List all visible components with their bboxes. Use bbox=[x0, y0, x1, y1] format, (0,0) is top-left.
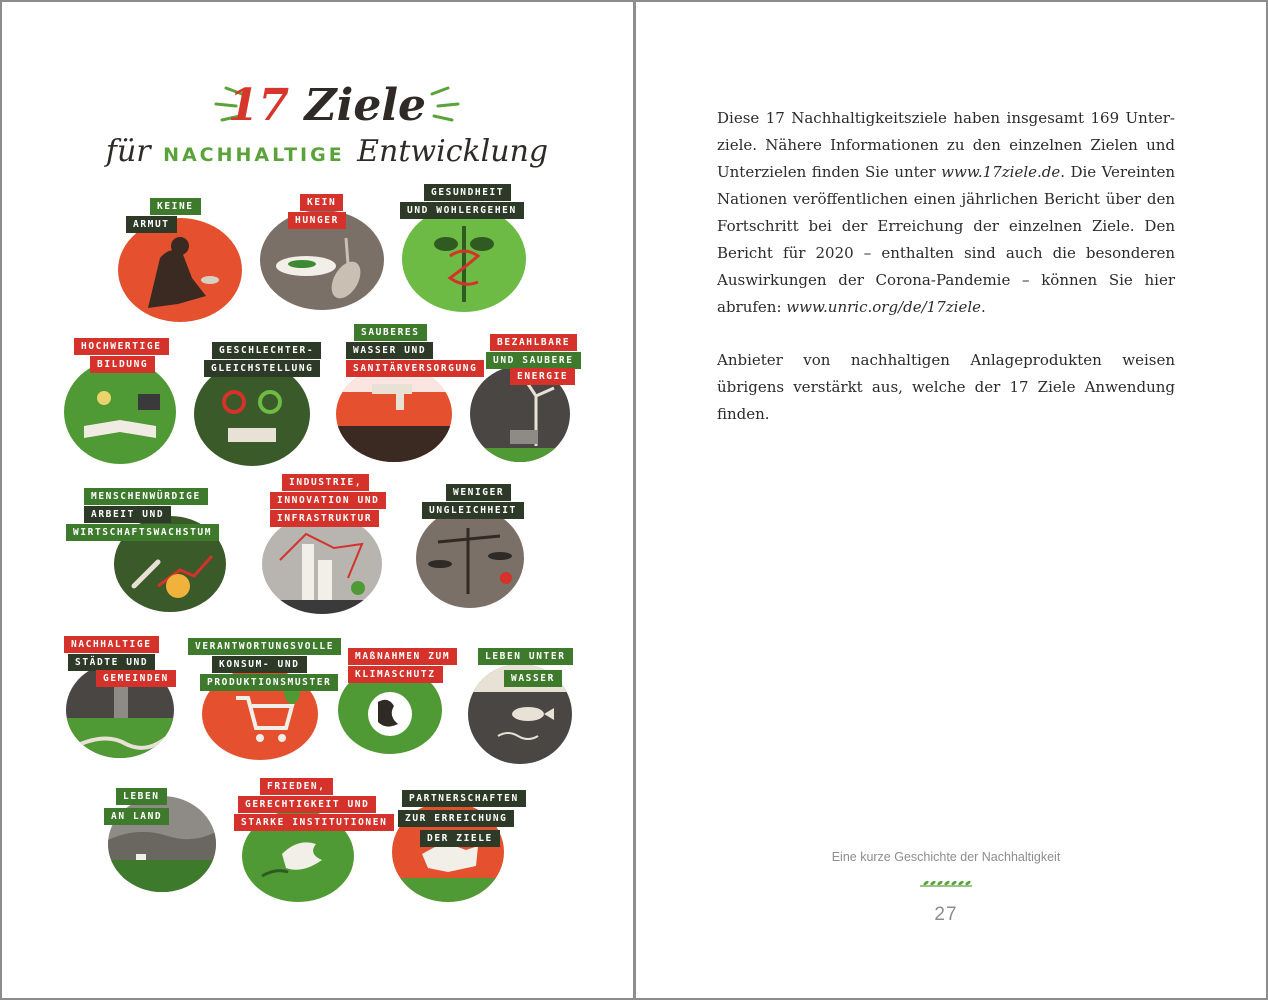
goal-17-label-3: DER ZIELE bbox=[420, 830, 500, 847]
leaf-ornament-icon bbox=[918, 877, 974, 891]
goal-1-illustration bbox=[118, 218, 242, 322]
goal-1-label-2: ARMUT bbox=[126, 216, 177, 233]
water-tap-icon bbox=[336, 366, 452, 462]
goal-16-label-1: FRIEDEN, bbox=[260, 778, 333, 795]
goal-6-label-1: SAUBERES bbox=[354, 324, 427, 341]
goal-16-label-3: STARKE INSTITUTIONEN bbox=[234, 814, 394, 831]
goal-5-label-2: GLEICHSTELLUNG bbox=[204, 360, 320, 377]
goal-8-label-3: WIRTSCHAFTSWACHSTUM bbox=[66, 524, 219, 541]
goal-6-label-3: SANITÄRVERSORGUNG bbox=[346, 360, 484, 377]
goal-6-label-2: WASSER UND bbox=[346, 342, 433, 359]
goal-9-label-1: INDUSTRIE, bbox=[282, 474, 369, 491]
scale-icon bbox=[416, 508, 524, 608]
goal-16-label-2: GERECHTIGKEIT UND bbox=[238, 796, 376, 813]
goal-9-label-3: INFRASTRUKTUR bbox=[270, 510, 379, 527]
link-unric[interactable]: www.unric.org/de/17ziele bbox=[786, 298, 981, 316]
goal-6-illustration bbox=[336, 366, 452, 462]
title-block bbox=[92, 80, 562, 180]
building-network-icon bbox=[262, 514, 382, 614]
goal-17-label-2: ZUR ERREICHUNG bbox=[398, 810, 514, 827]
goal-7-label-3: ENERGIE bbox=[510, 368, 575, 385]
goal-12-label-2: KONSUM- UND bbox=[212, 656, 307, 673]
title-word: Ziele bbox=[304, 80, 427, 131]
goal-1-label-1: KEINE bbox=[150, 198, 201, 215]
goal-14-label-1: LEBEN UNTER bbox=[478, 648, 573, 665]
goal-10-label-2: UNGLEICHHEIT bbox=[422, 502, 524, 519]
goal-3-label-2: UND WOHLERGEHEN bbox=[400, 202, 524, 219]
goal-5-illustration bbox=[194, 362, 310, 466]
title-subheading bbox=[92, 134, 562, 169]
goal-8-label-2: ARBEIT UND bbox=[84, 506, 171, 523]
paragraph-1-part-a: Diese 17 Nachhaltigkeitsziele haben insgesamt 169 Unterziele. Nähere Informationen zu den einzelnen Zielen und Unterzielen finden Sie unter bbox=[717, 109, 1175, 181]
goal-17-label-1: PARTNERSCHAFTEN bbox=[402, 790, 526, 807]
right-page bbox=[636, 0, 1268, 1000]
paragraph-1-part-b: . Die Vereinten Nationen veröffentlichen einen jährlichen Bericht über den Fortschritt bei der Erreichung der einzelnen Ziele. Den Bericht für 2020 – enthalten sind auch die besonderen Auswirkungen der Corona-Pandemie – können Sie hier abrufen: bbox=[717, 163, 1175, 316]
goal-7-label-1: BEZAHLBARE bbox=[490, 334, 577, 351]
link-17ziele[interactable]: www.17ziele.de bbox=[941, 163, 1061, 181]
goal-10-illustration bbox=[416, 508, 524, 608]
goal-10-label-1: WENIGER bbox=[446, 484, 511, 501]
book-icon bbox=[64, 360, 176, 464]
paragraph-1 bbox=[717, 105, 1175, 321]
goal-3-illustration bbox=[402, 206, 526, 312]
goal-2-label-1: KEIN bbox=[300, 194, 343, 211]
goal-13-label-1: MAßNAHMEN ZUM bbox=[348, 648, 457, 665]
page-number: 27 bbox=[934, 904, 958, 925]
goal-15-label-1: LEBEN bbox=[116, 788, 167, 805]
goal-13-label-2: KLIMASCHUTZ bbox=[348, 666, 443, 683]
goal-5-label-1: GESCHLECHTER- bbox=[212, 342, 321, 359]
goal-9-label-2: INNOVATION UND bbox=[270, 492, 386, 509]
goal-12-label-1: VERANTWORTUNGSVOLLE bbox=[188, 638, 341, 655]
title-sub-highlight: NACHHALTIGE bbox=[163, 144, 345, 166]
paragraph-2: Anbieter von nachhaltigen Anlageprodukten weisen übrigens verstärkt aus, welche der 17 Ziele Anwendung finden. bbox=[717, 351, 1175, 423]
goal-11-label-3: GEMEINDEN bbox=[96, 670, 176, 687]
goal-3-label-1: GESUNDHEIT bbox=[424, 184, 511, 201]
running-footer-title: Eine kurze Geschichte der Nachhaltigkeit bbox=[831, 850, 1061, 864]
goal-9-illustration bbox=[262, 514, 382, 614]
goal-11-label-2: STÄDTE UND bbox=[68, 654, 155, 671]
left-page bbox=[0, 0, 633, 1000]
title-sub-post: Entwicklung bbox=[357, 134, 549, 169]
goal-11-label-1: NACHHALTIGE bbox=[64, 636, 159, 653]
goal-15-label-2: AN LAND bbox=[104, 808, 169, 825]
goal-2-label-2: HUNGER bbox=[288, 212, 346, 229]
title-sub-pre: für bbox=[105, 134, 151, 169]
gender-symbols-icon bbox=[194, 362, 310, 466]
paragraph-1-part-c: . bbox=[981, 298, 986, 316]
goal-14-label-2: WASSER bbox=[504, 670, 562, 687]
title-number: 17 bbox=[227, 80, 290, 131]
caduceus-icon bbox=[402, 206, 526, 312]
goal-4-label-2: BILDUNG bbox=[90, 356, 155, 373]
goal-4-label-1: HOCHWERTIGE bbox=[74, 338, 169, 355]
title-heading bbox=[92, 80, 562, 131]
goal-8-label-1: MENSCHENWÜRDIGE bbox=[84, 488, 208, 505]
goal-7-label-2: UND SAUBERE bbox=[486, 352, 581, 369]
goal-12-label-3: PRODUKTIONSMUSTER bbox=[200, 674, 338, 691]
goal-4-illustration bbox=[64, 360, 176, 464]
poverty-figure-icon bbox=[118, 218, 242, 322]
